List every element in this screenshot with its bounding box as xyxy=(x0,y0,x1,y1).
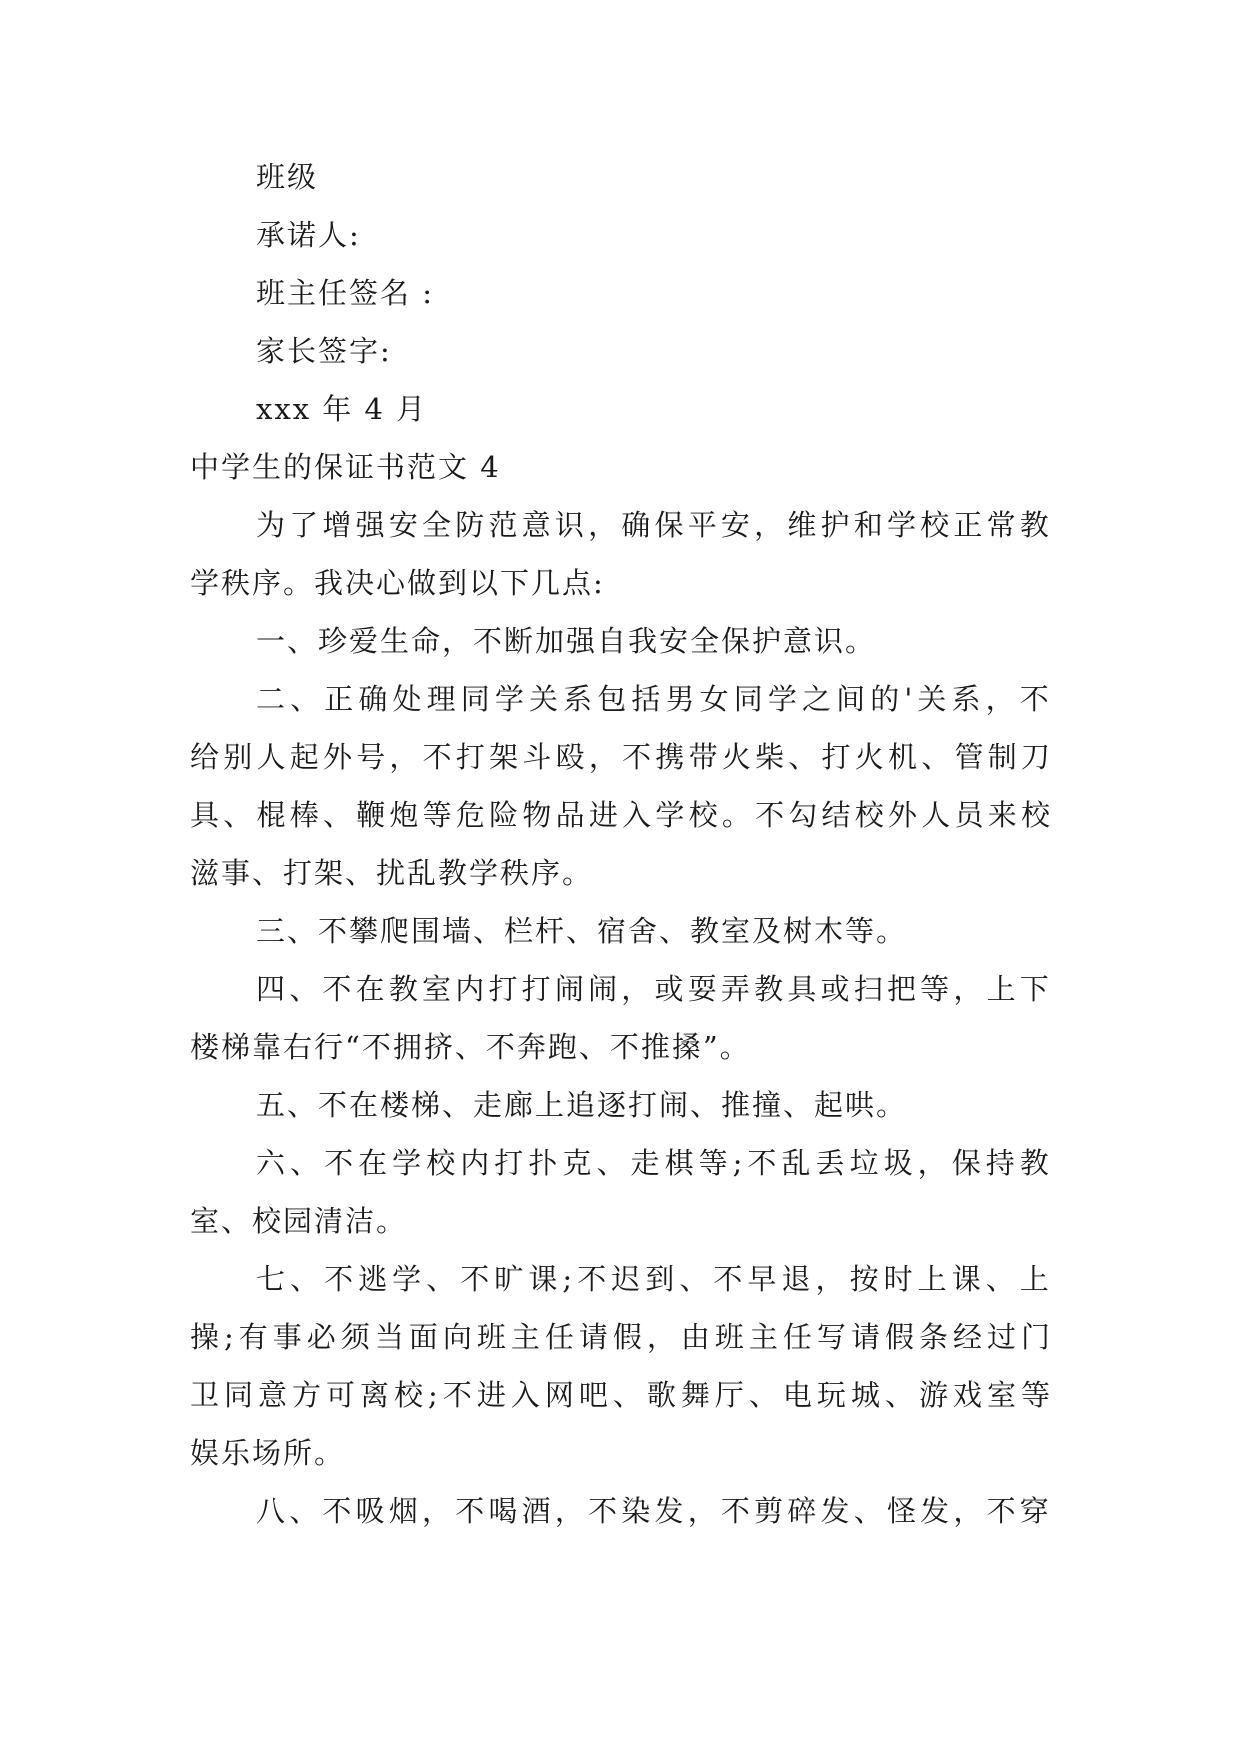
paragraph-line: 学秩序。我决心做到以下几点: xyxy=(190,566,605,600)
promisor-label: 承诺人: xyxy=(256,218,361,252)
date-line: xxx 年 4 月 xyxy=(256,392,428,426)
paragraph-line: 八、不吸烟，不喝酒，不染发，不剪碎发、怪发，不穿 xyxy=(256,1494,1052,1528)
paragraph-line: 为了增强安全防范意识，确保平安，维护和学校正常教 xyxy=(256,508,1052,542)
class-label: 班级 xyxy=(256,160,319,194)
paragraph-line: 五、不在楼梯、走廊上追逐打闹、推撞、起哄。 xyxy=(256,1088,908,1122)
paragraph-line: 六、不在学校内打扑克、走棋等;不乱丢垃圾，保持教 xyxy=(256,1146,1052,1180)
paragraph-line: 卫同意方可离校;不进入网吧、歌舞厅、电玩城、游戏室等 xyxy=(190,1378,1052,1412)
teacher-signature-label: 班主任签名 : xyxy=(256,276,434,310)
paragraph-line: 二、正确处理同学关系包括男女同学之间的'关系，不 xyxy=(256,682,1052,716)
paragraph-line: 滋事、打架、扰乱教学秩序。 xyxy=(190,856,594,890)
parent-signature-label: 家长签字: xyxy=(256,334,392,368)
paragraph-line: 室、校园清洁。 xyxy=(190,1204,408,1238)
paragraph-line: 操;有事必须当面向班主任请假，由班主任写请假条经过门 xyxy=(190,1320,1052,1354)
document-body xyxy=(190,148,1052,1540)
section-title: 中学生的保证书范文 4 xyxy=(190,450,501,484)
paragraph-line: 具、棍棒、鞭炮等危险物品进入学校。不勾结校外人员来校 xyxy=(190,798,1052,832)
paragraph-line: 四、不在教室内打打闹闹，或耍弄教具或扫把等，上下 xyxy=(256,972,1052,1006)
paragraph-line: 楼梯靠右行“不拥挤、不奔跑、不推搡”。 xyxy=(190,1030,751,1064)
paragraph-line: 七、不逃学、不旷课;不迟到、不早退，按时上课、上 xyxy=(256,1262,1052,1296)
paragraph-line: 娱乐场所。 xyxy=(190,1436,346,1470)
paragraph-line: 三、不攀爬围墙、栏杆、宿舍、教室及树木等。 xyxy=(256,914,908,948)
paragraph-line: 给别人起外号，不打架斗殴，不携带火柴、打火机、管制刀 xyxy=(190,740,1052,774)
paragraph-line: 一、珍爱生命，不断加强自我安全保护意识。 xyxy=(256,624,877,658)
